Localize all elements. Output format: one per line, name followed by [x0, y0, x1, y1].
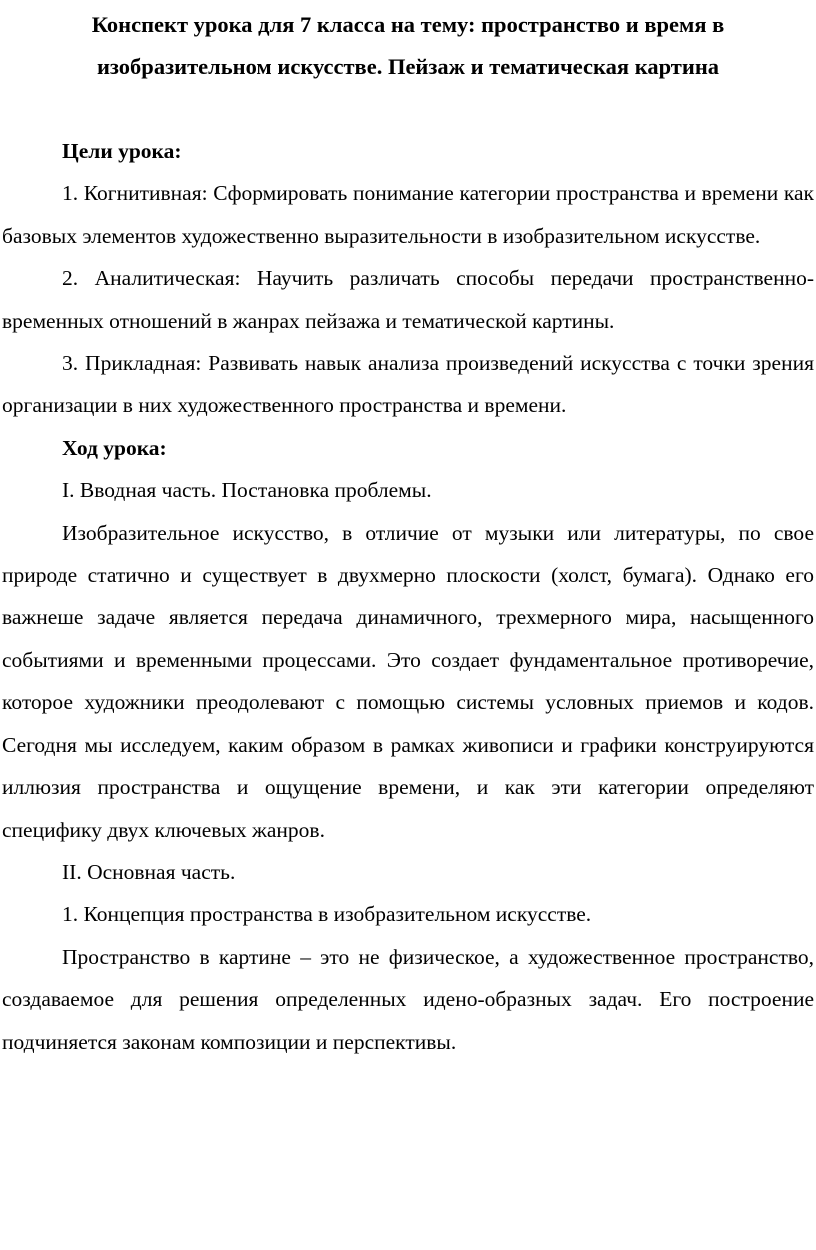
- goal-item-applied: 3. Прикладная: Развивать навык анализа произведений искусства с точки зрения организации в них художественного пространства и времени.: [2, 351, 814, 418]
- title-spacer: [2, 88, 814, 130]
- subsection-space-heading: 1. Концепция пространства в изобразительном искусстве.: [62, 902, 592, 927]
- goal-item-analytical: 2. Аналитическая: Научить различать способы передачи пространственно-временных отношений в жанрах пейзажа и тематической картины.: [2, 266, 814, 333]
- goals-heading: Цели урока:: [62, 139, 182, 163]
- section-intro-heading: I. Вводная часть. Постановка проблемы.: [62, 478, 432, 503]
- space-paragraph: Пространство в картине – это не физическое, а художественное пространство, создаваемое для решения определенных идено-образных задач. Его построение подчиняется законам композиции и перспективы.: [2, 944, 814, 1054]
- section-main-heading: II. Основная часть.: [62, 859, 236, 884]
- document-title: Конспект урока для 7 класса на тему: пространство и время в изобразительном искусстве. Пейзаж и тематическая картина: [91, 12, 725, 79]
- goal-item-cognitive: 1. Когнитивная: Сформировать понимание категории пространства и времени как базовых элементов художественно выразительности в изобразительном искусстве.: [2, 181, 814, 248]
- course-heading: Ход урока:: [62, 435, 167, 460]
- intro-paragraph: Изобразительное искусство, в отличие от музыки или литературы, по свое природе статично и существует в двухмерно плоскости (холст, бумага). Однако его важнеше задаче является передача динамичного, трехмерного мира, насыщенного событиями и временными процессами. Это создает фундаментальное противоречие, которое художники преодолевают с помощью системы условных приемов и кодов. Сегодня мы исследуем, каким образом в рамках живописи и графики конструируются иллюзия пространства и ощущение времени, и как эти категории определяют специфику двух ключевых жанров.: [2, 520, 814, 842]
